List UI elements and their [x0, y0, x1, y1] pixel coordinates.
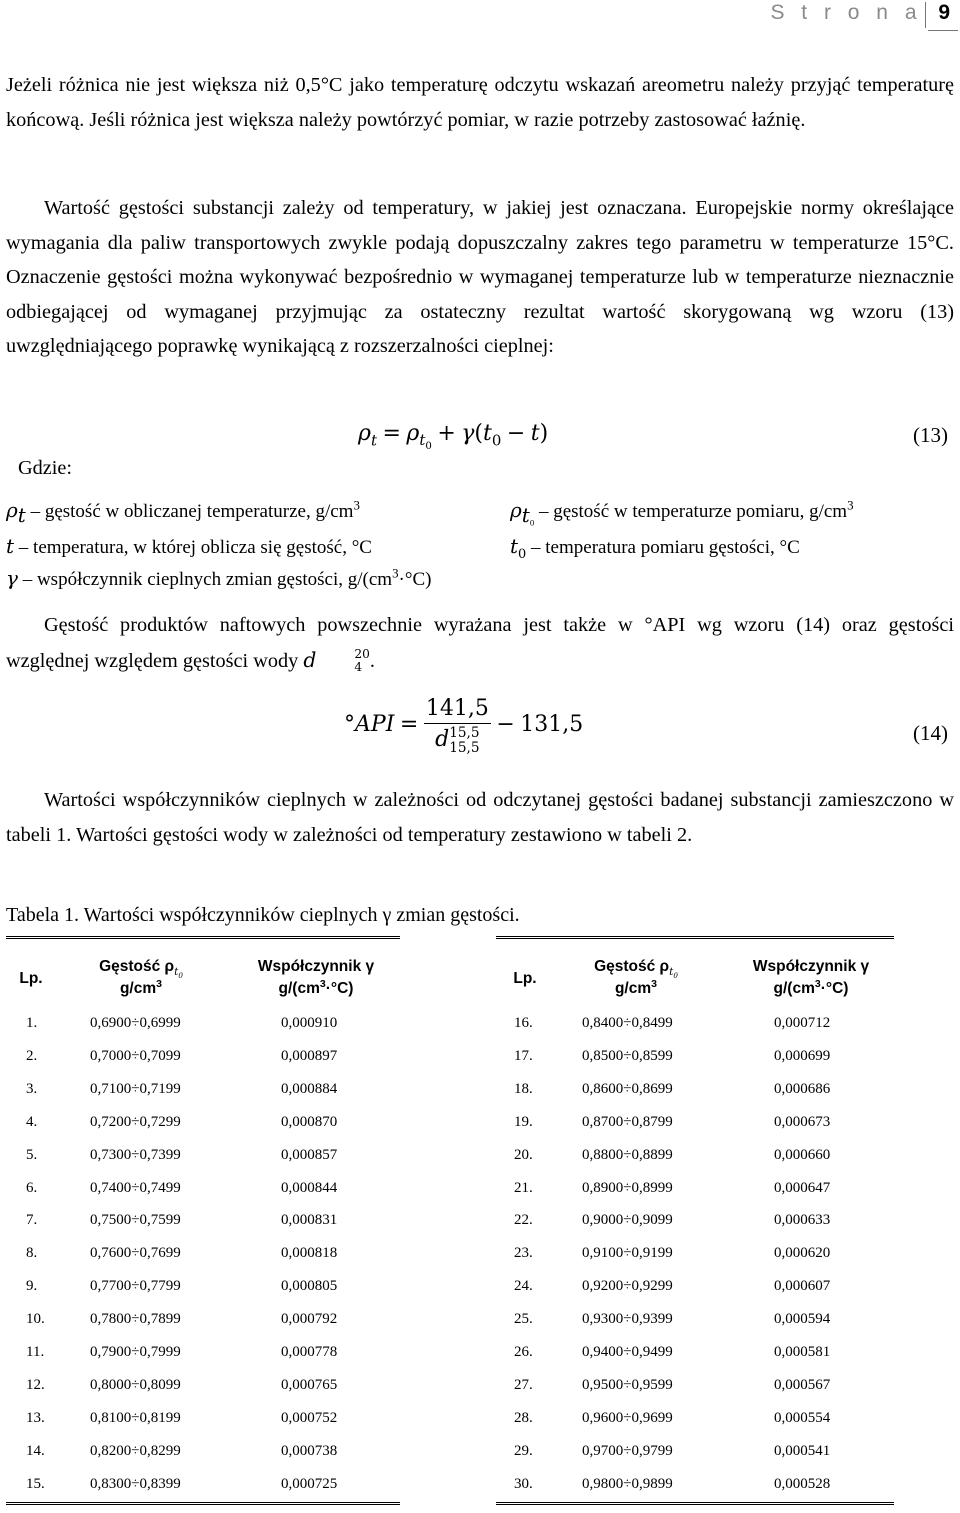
lp-cell: 26. [514, 1344, 533, 1360]
density-cell: 0,9300÷0,9399 [582, 1311, 673, 1328]
table-row [496, 1270, 894, 1303]
coefficient-cell: 0,000884 [281, 1080, 338, 1097]
lp-cell: 29. [514, 1442, 533, 1459]
coefficient-cell: 0,000910 [281, 1015, 338, 1031]
table-caption: Tabela 1. Wartości współczynników cieplnych γ zmian gęstości. [6, 904, 520, 926]
table-row [6, 1468, 400, 1501]
header-lp: Lp. [19, 970, 43, 987]
lp-cell: 8. [26, 1245, 38, 1262]
lp-cell: 14. [26, 1442, 45, 1459]
table-row [6, 1073, 400, 1106]
lp-cell: 10. [26, 1311, 45, 1328]
legend-t0: $t_0$ – temperatura pomiaru gęstości, °C [510, 534, 800, 562]
coefficient-cell: 0,000581 [774, 1344, 831, 1360]
table-row [6, 1303, 400, 1336]
lp-cell: 15. [26, 1475, 45, 1492]
coefficient-cell: 0,000633 [774, 1212, 831, 1229]
density-cell: 0,8400÷0,8499 [582, 1015, 673, 1031]
lp-cell: 20. [514, 1146, 533, 1163]
table-row [496, 1040, 894, 1073]
density-cell: 0,7800÷0,7899 [90, 1311, 181, 1328]
density-cell: 0,9700÷0,9799 [582, 1442, 673, 1459]
lp-cell: 6. [26, 1179, 38, 1196]
table-row [6, 1172, 400, 1205]
density-cell: 0,9600÷0,9699 [582, 1409, 673, 1426]
paragraph-1: Jeżeli różnica nie jest większa niż 0,5°C jako temperaturę odczytu wskazań areometru należy przyjąć temperaturę końcową. Jeśli różnica jest większa należy powtórzyć pomiar, w razie potrzeby zastosować łaźnię. [6, 74, 954, 131]
coefficient-cell: 0,000725 [281, 1475, 338, 1492]
coefficient-cell: 0,000567 [774, 1376, 831, 1393]
lp-cell: 23. [514, 1245, 533, 1262]
coefficient-cell: 0,000752 [281, 1409, 338, 1426]
legend-rho-t0: $\rho_{t_0}$ – gęstość w temperaturze pomiaru, $g/cm^3$ [510, 497, 854, 528]
table-row [6, 1270, 400, 1303]
table-row [6, 1040, 400, 1073]
table-row [496, 1237, 894, 1270]
coefficient-cell: 0,000870 [281, 1113, 338, 1130]
table-bottom-rule [496, 1502, 894, 1505]
coefficient-cell: 0,000528 [774, 1475, 831, 1492]
header-density: Gęstość $\rho_{t_0}$ $g/cm^3$ [99, 958, 183, 997]
table-bottom-rule [6, 1502, 400, 1505]
coefficient-cell: 0,000607 [774, 1278, 831, 1295]
coefficient-cell: 0,000660 [774, 1146, 831, 1163]
coefficient-cell: 0,000541 [774, 1442, 831, 1459]
table-row [496, 1303, 894, 1336]
density-cell: 0,8900÷0,8999 [582, 1179, 673, 1196]
coefficient-cell: 0,000594 [774, 1311, 831, 1328]
coefficient-cell: 0,000712 [774, 1015, 831, 1031]
table-row [6, 1139, 400, 1172]
density-cell: 0,8700÷0,8799 [582, 1113, 673, 1130]
table-top-rule [496, 936, 894, 939]
density-cell: 0,9200÷0,9299 [582, 1278, 673, 1295]
lp-cell: 13. [26, 1409, 45, 1426]
gdzie-label: Gdzie: [18, 457, 73, 479]
density-cell: 0,9500÷0,9599 [582, 1376, 673, 1393]
coefficient-cell: 0,000765 [281, 1376, 338, 1393]
coefficient-cell: 0,000554 [774, 1409, 831, 1426]
coefficient-cell: 0,000857 [281, 1146, 338, 1163]
table-row [496, 1402, 894, 1435]
table-row [496, 1073, 894, 1106]
coefficient-cell: 0,000897 [281, 1047, 338, 1064]
lp-cell: 17. [514, 1047, 533, 1064]
lp-cell: 7. [26, 1212, 38, 1229]
table-row [496, 1369, 894, 1402]
lp-cell: 24. [514, 1278, 533, 1295]
coefficient-cell: 0,000620 [774, 1245, 831, 1262]
table-row [6, 1369, 400, 1402]
density-cell: 0,8100÷0,8199 [90, 1409, 181, 1426]
coefficient-cell: 0,000844 [281, 1179, 338, 1196]
lp-cell: 12. [26, 1376, 45, 1393]
table-row [496, 1172, 894, 1205]
paragraph-3: Gęstość produktów naftowych powszechnie wyrażana jest także w °API wg wzoru (14) oraz gęstości względnej względem gęstości wody d 20 4 . [6, 614, 954, 674]
lp-cell: 25. [514, 1311, 533, 1328]
paragraph-4: Wartości współczynników cieplnych w zależności od odczytanej gęstości badanej substancji zamieszczono w tabeli 1. Wartości gęstości wody w zależności od temperatury zestawiono w tabeli 2. [6, 789, 954, 846]
equation-14-number: (14) [913, 721, 948, 745]
density-cell: 0,7200÷0,7299 [90, 1113, 181, 1130]
coefficient-cell: 0,000792 [281, 1311, 338, 1328]
density-cell: 0,8300÷0,8399 [90, 1475, 181, 1492]
table-row [496, 1468, 894, 1501]
density-cell: 0,7400÷0,7499 [90, 1179, 181, 1196]
density-cell: 0,9100÷0,9199 [582, 1245, 673, 1262]
paragraph-2: Wartość gęstości substancji zależy od temperatury, w jakiej jest oznaczana. Europejskie normy określające wymagania dla paliw transportowych zwykle podają dopuszczalny zakres tego parametru w temperaturze 15°C. Oznaczenie gęstości można wykonywać bezpośrednio w wymaganej temperaturze lub w temperaturze nieznacznie odbiegającej od wymaganej przyjmując za ostateczny rezultat wartość skorygowaną wg wzoru (13) uwzględniającego poprawkę wynikającą z rozszerzalności cieplnej: [6, 197, 954, 357]
legend-t: t – temperatura, w której oblicza się gęstość, °C [6, 534, 372, 558]
coefficient-cell: 0,000818 [281, 1245, 338, 1262]
density-cell: 0,7300÷0,7399 [90, 1146, 181, 1163]
lp-cell: 3. [26, 1080, 38, 1097]
table-row [6, 1402, 400, 1435]
coefficient-cell: 0,000831 [281, 1212, 338, 1229]
lp-cell: 30. [514, 1475, 533, 1492]
coefficient-cell: 0,000647 [774, 1179, 831, 1196]
lp-cell: 28. [514, 1409, 533, 1426]
table-row [6, 1106, 400, 1139]
header-rule [928, 30, 958, 31]
table-row [6, 1007, 400, 1040]
coefficient-cell: 0,000673 [774, 1113, 831, 1130]
legend-gamma: γ – współczynnik cieplnych zmian gęstości, $g/(cm^3\cdot^\circ C)$ [6, 565, 432, 590]
density-cell: 0,8600÷0,8699 [582, 1080, 673, 1097]
density-cell: 0,9000÷0,9099 [582, 1212, 673, 1229]
header-coefficient: Współczynnik γ $g/(cm^3\cdot^\circ C)$ [257, 958, 375, 997]
table-row [6, 1336, 400, 1369]
coefficient-cell: 0,000805 [281, 1278, 338, 1295]
coefficient-cell: 0,000699 [774, 1047, 831, 1064]
relative-density-symbol: d 20 4 [303, 646, 370, 674]
density-cell: 0,8800÷0,8899 [582, 1146, 673, 1163]
header-separator [925, 2, 926, 28]
lp-cell: 4. [26, 1113, 38, 1130]
coefficient-cell: 0,000686 [774, 1080, 831, 1097]
header-coefficient: Współczynnik γ $g/(cm^3\cdot^\circ C)$ [752, 958, 870, 997]
density-cell: 0,7500÷0,7599 [90, 1212, 181, 1229]
page-header [0, 0, 960, 30]
density-cell: 0,7900÷0,7999 [90, 1344, 181, 1360]
lp-cell: 22. [514, 1212, 533, 1229]
page-label: S t r o n a [770, 1, 922, 24]
lp-cell: 18. [514, 1080, 533, 1097]
lp-cell: 11. [26, 1344, 45, 1360]
equation-13-number: (13) [913, 423, 948, 447]
page-number: 9 [938, 1, 950, 24]
table-row [496, 1007, 894, 1040]
equation-13: $\rho_t = \rho_{t_0} + \gamma(t_0 - t)$ [358, 421, 549, 453]
lp-cell: 1. [26, 1015, 38, 1031]
table-row [6, 1237, 400, 1270]
table-row [496, 1139, 894, 1172]
lp-cell: 9. [26, 1278, 38, 1295]
density-cell: 0,7000÷0,7099 [90, 1047, 181, 1064]
density-cell: 0,7600÷0,7699 [90, 1245, 181, 1262]
density-cell: 0,8500÷0,8599 [582, 1047, 673, 1064]
api-fraction: 141,5 d 15,5 15,5 [425, 696, 489, 756]
lp-cell: 5. [26, 1146, 38, 1163]
lp-cell: 27. [514, 1376, 533, 1393]
lp-cell: 19. [514, 1113, 533, 1130]
table-row [6, 1435, 400, 1468]
lp-cell: 21. [514, 1179, 533, 1196]
table-row [496, 1106, 894, 1139]
legend-rho-t: $\rho_t$ – gęstość w obliczanej temperaturze, $g/cm^3$ [6, 497, 360, 527]
table-row [496, 1204, 894, 1237]
lp-cell: 2. [26, 1047, 38, 1064]
header-density: Gęstość $\rho_{t_0}$ $g/cm^3$ [594, 958, 678, 997]
density-cell: 0,6900÷0,6999 [90, 1015, 181, 1031]
density-cell: 0,9800÷0,9899 [582, 1475, 673, 1492]
table-row [496, 1336, 894, 1369]
density-cell: 0,9400÷0,9499 [582, 1344, 673, 1360]
coefficient-cell: 0,000778 [281, 1344, 338, 1360]
coefficient-cell: 0,000738 [281, 1442, 338, 1459]
lp-cell: 16. [514, 1015, 533, 1031]
header-lp: Lp. [513, 970, 537, 987]
table-row [496, 1435, 894, 1468]
table-row [6, 1204, 400, 1237]
equation-14: °API = 141,5 d 15,5 15,5 − 131,5 [344, 696, 584, 756]
density-cell: 0,8200÷0,8299 [90, 1442, 181, 1459]
density-cell: 0,7100÷0,7199 [90, 1080, 181, 1097]
density-cell: 0,8000÷0,8099 [90, 1376, 181, 1393]
table-top-rule [6, 936, 400, 939]
density-cell: 0,7700÷0,7799 [90, 1278, 181, 1295]
